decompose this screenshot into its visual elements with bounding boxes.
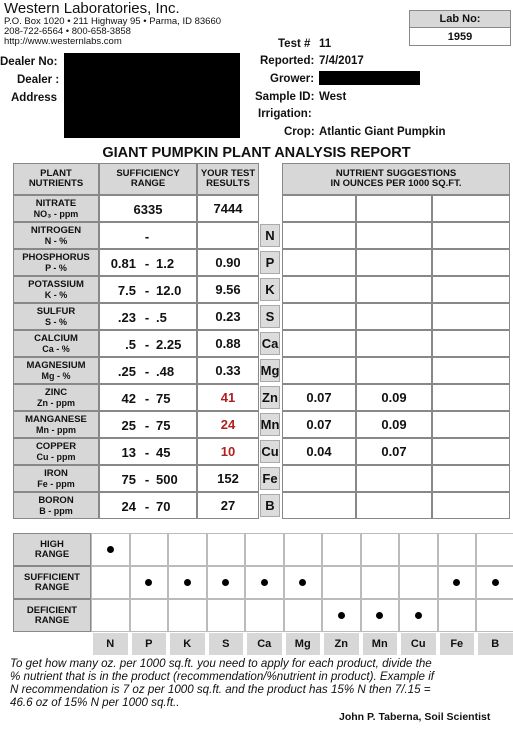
range-label-line: RANGE — [34, 548, 70, 560]
crop-value: Atlantic Giant Pumpkin — [319, 126, 446, 138]
you-applied-cell — [432, 438, 510, 465]
dealer-redaction — [64, 53, 240, 138]
range-high: 75 — [156, 391, 171, 406]
range-label-line: RANGE — [34, 614, 70, 626]
range-label-line: RANGE — [34, 581, 70, 593]
range-cell-sufficient-Mn — [361, 566, 400, 599]
nutrient-letter-Mn: Mn — [260, 413, 280, 436]
test-value: 11 — [319, 38, 332, 50]
you-applied-cell — [432, 195, 510, 222]
range-cell-high-B — [476, 533, 513, 566]
lab-phones: 208-722-6564 • 800-658-3858 — [4, 26, 131, 37]
range-dot — [184, 579, 191, 586]
nutrient-letter-Zn: Zn — [260, 386, 280, 409]
range-cell-deficient-S — [207, 599, 246, 632]
injection-cell — [356, 276, 432, 303]
grower-redaction — [319, 71, 420, 85]
range-column-label-Ca: Ca — [247, 633, 282, 655]
range-dash: - — [144, 229, 150, 244]
range-dot — [299, 579, 306, 586]
foliar-cell — [282, 492, 356, 519]
range-cell-sufficient-Mg — [284, 566, 323, 599]
range-high: 45 — [156, 445, 171, 460]
range-dot — [492, 579, 499, 586]
range-dash: - — [144, 364, 150, 379]
reported-value: 7/4/2017 — [319, 55, 364, 67]
range-dash: - — [144, 445, 150, 460]
range-column-label-N: N — [93, 633, 128, 655]
range-cell-high-P — [130, 533, 169, 566]
range-high: 500 — [156, 472, 178, 487]
range-dash: - — [144, 391, 150, 406]
test-label: Test # — [278, 38, 311, 50]
nutrient-unit: B - ppm — [39, 505, 73, 516]
range-cell-deficient-K — [168, 599, 207, 632]
nutrient-name: CALCIUM — [34, 332, 78, 344]
range-label-line: SUFFICIENT — [24, 571, 80, 583]
range-cell-deficient-Mg — [284, 599, 323, 632]
nutrient-name-cell — [13, 249, 99, 276]
lab-website: http://www.westernlabs.com — [4, 36, 122, 47]
header-sufficiency-range: SUFFICIENCY RANGE — [99, 163, 197, 195]
sufficiency-range-cell — [99, 303, 197, 330]
nutrient-name-cell — [13, 465, 99, 492]
range-dash: - — [144, 337, 150, 352]
range-dot — [145, 579, 152, 586]
nutrient-letter-K: K — [260, 278, 280, 301]
range-dot — [453, 579, 460, 586]
header-test-results: YOUR TEST RESULTS — [197, 163, 259, 195]
lab-name: Western Laboratories, Inc. — [4, 0, 180, 17]
range-dot — [222, 579, 229, 586]
sufficiency-range-cell — [99, 492, 197, 519]
range-high: 75 — [156, 418, 171, 433]
range-dot — [107, 546, 114, 553]
footer-line-1: To get how many oz. per 1000 sq.ft. you need to apply for each product, divide the — [10, 657, 432, 670]
lab-no-box — [409, 10, 511, 46]
nutrient-name-cell — [13, 411, 99, 438]
footer-line-4: 46.6 oz of 15% N per 1000 sq.ft.. — [10, 696, 180, 709]
nutrient-name-cell — [13, 492, 99, 519]
nutrient-name: SULFUR — [36, 305, 76, 317]
range-low: .23 — [117, 310, 136, 325]
range-cell-sufficient-Cu — [399, 566, 438, 599]
nutrient-name: NITRATE — [35, 197, 77, 209]
test-result-cell: 0.23 — [197, 303, 259, 330]
foliar-cell — [282, 330, 356, 357]
injection-cell — [356, 222, 432, 249]
sufficiency-range-cell — [99, 438, 197, 465]
nutrient-unit: Cu - ppm — [36, 451, 76, 462]
reported-label: Reported: — [260, 55, 315, 67]
nutrient-letter-P: P — [260, 251, 280, 274]
nutrient-unit: K - % — [44, 289, 68, 300]
foliar-cell — [282, 276, 356, 303]
nutrient-name-cell — [13, 438, 99, 465]
injection-cell — [356, 330, 432, 357]
range-low: 75 — [121, 472, 136, 487]
lab-no-label: Lab No: — [410, 11, 510, 28]
you-applied-cell — [432, 222, 510, 249]
nutrient-unit: Ca - % — [42, 343, 70, 354]
nutrient-name: POTASSIUM — [28, 278, 84, 290]
nutrient-name-cell — [13, 303, 99, 330]
range-column-label-K: K — [170, 633, 205, 655]
you-applied-cell — [432, 492, 510, 519]
range-cell-sufficient-K — [168, 566, 207, 599]
range-dot — [415, 612, 422, 619]
sample-value: West — [319, 91, 347, 103]
range-low: .5 — [125, 337, 136, 352]
nutrient-unit: Mn - ppm — [36, 424, 76, 435]
you-applied-cell — [432, 276, 510, 303]
you-applied-cell — [432, 465, 510, 492]
range-dot — [338, 612, 345, 619]
range-label-line: HIGH — [40, 538, 64, 550]
test-result-cell: 0.33 — [197, 357, 259, 384]
range-label-line: DEFICIENT — [26, 604, 78, 616]
nutrient-name: PHOSPHORUS — [22, 251, 90, 263]
test-result-cell: 0.90 — [197, 249, 259, 276]
test-result-cell: 24 — [197, 411, 259, 438]
nutrient-letter-Mg: Mg — [260, 359, 280, 382]
nutrient-name: COPPER — [35, 440, 77, 452]
injection-cell: 0.07 — [356, 438, 432, 465]
sufficiency-range-cell — [99, 330, 197, 357]
report-title: GIANT PUMPKIN PLANT ANALYSIS REPORT — [102, 145, 411, 161]
footer-line-2: % nutrient that is in the product (recommendation/%nutrient in product). Example if — [10, 670, 435, 683]
footer-line-3: N recommendation is 7 oz per 1000 sq.ft. and the product has 15% N then 7/.15 = — [10, 683, 431, 696]
nutrient-name: IRON — [44, 467, 68, 479]
range-cell-deficient-Fe — [438, 599, 477, 632]
nutrient-unit: S - % — [44, 316, 67, 327]
nutrient-name-cell — [13, 330, 99, 357]
header-plant-nutrients: PLANT NUTRIENTS — [13, 163, 99, 195]
range-cell-high-Fe — [438, 533, 477, 566]
nutrient-unit: N - % — [44, 235, 68, 246]
range-high: 70 — [156, 499, 171, 514]
test-result-cell: 152 — [197, 465, 259, 492]
nutrient-name-cell — [13, 357, 99, 384]
nutrient-unit: Mg - % — [41, 370, 71, 381]
range-cell-deficient-Ca — [245, 599, 284, 632]
nutrient-name: MANGANESE — [25, 413, 87, 425]
lab-address: P.O. Box 1020 • 211 Highway 95 • Parma, ID 83660 — [4, 16, 222, 27]
range-low: 13 — [121, 445, 136, 460]
range-column-label-Cu: Cu — [401, 633, 436, 655]
range-high: 12.0 — [156, 283, 182, 298]
range-high: 2.25 — [156, 337, 182, 352]
range-cell-sufficient-B — [476, 566, 513, 599]
range-cell-high-Zn — [322, 533, 361, 566]
range-column-label-Zn: Zn — [324, 633, 359, 655]
dealer-no-label: Dealer No: — [0, 56, 58, 68]
nutrient-letter-Cu: Cu — [260, 440, 280, 463]
footer-note — [10, 657, 510, 709]
crop-label: Crop: — [284, 126, 315, 138]
nutrient-unit: Zn - ppm — [37, 397, 75, 408]
nutrient-letter-B: B — [260, 494, 280, 517]
range-high: .5 — [156, 310, 167, 325]
injection-cell — [356, 357, 432, 384]
test-result-cell: 7444 — [197, 195, 259, 222]
nutrient-name: NITROGEN — [30, 224, 82, 236]
test-result-cell: 10 — [197, 438, 259, 465]
range-cell-sufficient-N — [91, 566, 130, 599]
range-cell-high-Ca — [245, 533, 284, 566]
range-low: 42 — [121, 391, 136, 406]
nutrient-name-cell — [13, 384, 99, 411]
sufficiency-range-cell — [99, 465, 197, 492]
sufficiency-range-cell — [99, 384, 197, 411]
irrigation-label: Irrigation: — [258, 108, 312, 120]
range-column-label-Mn: Mn — [363, 633, 398, 655]
injection-cell — [356, 249, 432, 276]
range-cell-high-Cu — [399, 533, 438, 566]
range-label-high — [13, 533, 91, 566]
range-cell-deficient-Zn — [322, 599, 361, 632]
nutrient-name-cell — [13, 195, 99, 222]
range-dash: - — [144, 418, 150, 433]
injection-cell: 0.09 — [356, 411, 432, 438]
range-cell-high-K — [168, 533, 207, 566]
nutrient-letter-N: N — [260, 224, 280, 247]
nutrient-letter-Ca: Ca — [260, 332, 280, 355]
nutrient-letter-Fe: Fe — [260, 467, 280, 490]
range-cell-sufficient-P — [130, 566, 169, 599]
range-cell-high-S — [207, 533, 246, 566]
sufficiency-range-cell — [99, 195, 197, 222]
you-applied-cell — [432, 330, 510, 357]
range-low: 24 — [121, 499, 136, 514]
you-applied-cell — [432, 357, 510, 384]
foliar-cell — [282, 357, 356, 384]
range-dash: - — [144, 310, 150, 325]
range-cell-deficient-N — [91, 599, 130, 632]
you-applied-cell — [432, 411, 510, 438]
range-label-sufficient — [13, 566, 91, 599]
dealer-label: Dealer : — [17, 74, 60, 86]
foliar-cell — [282, 249, 356, 276]
range-column-label-S: S — [209, 633, 244, 655]
nutrient-unit: NO₃ - ppm — [33, 208, 79, 219]
test-result-cell — [197, 222, 259, 249]
sufficiency-range-cell — [99, 276, 197, 303]
you-applied-cell — [432, 303, 510, 330]
sufficiency-range-cell — [99, 222, 197, 249]
range-label-deficient — [13, 599, 91, 632]
range-column-label-P: P — [132, 633, 167, 655]
header-nutrient-suggestions: NUTRIENT SUGGESTIONS IN OUNCES PER 1000 SQ.FT. — [282, 163, 510, 195]
nutrient-name-cell — [13, 276, 99, 303]
sample-label: Sample ID: — [255, 91, 315, 103]
foliar-cell — [282, 303, 356, 330]
test-result-cell: 9.56 — [197, 276, 259, 303]
range-cell-sufficient-Fe — [438, 566, 477, 599]
range-value: 6335 — [133, 202, 163, 217]
foliar-cell — [282, 465, 356, 492]
test-result-cell: 27 — [197, 492, 259, 519]
grower-label: Grower: — [270, 73, 315, 85]
you-applied-cell — [432, 384, 510, 411]
range-cell-sufficient-Ca — [245, 566, 284, 599]
range-cell-deficient-P — [130, 599, 169, 632]
foliar-cell: 0.04 — [282, 438, 356, 465]
range-cell-high-N — [91, 533, 130, 566]
sufficiency-range-cell — [99, 249, 197, 276]
lab-no-value: 1959 — [447, 31, 473, 43]
range-low: 25 — [121, 418, 136, 433]
range-cell-high-Mn — [361, 533, 400, 566]
sufficiency-range-cell — [99, 357, 197, 384]
sufficiency-range-cell — [99, 411, 197, 438]
range-column-label-B: B — [478, 633, 513, 655]
range-column-label-Mg: Mg — [286, 633, 321, 655]
foliar-cell: 0.07 — [282, 411, 356, 438]
you-applied-cell — [432, 249, 510, 276]
foliar-cell: 0.07 — [282, 384, 356, 411]
nutrient-name-cell — [13, 222, 99, 249]
injection-cell — [356, 303, 432, 330]
nutrient-name: ZINC — [44, 386, 68, 398]
nutrient-unit: P - % — [45, 262, 67, 273]
range-low: 7.5 — [117, 283, 136, 298]
range-high: 1.2 — [156, 256, 175, 271]
range-cell-deficient-Cu — [399, 599, 438, 632]
nutrient-unit: Fe - ppm — [37, 478, 75, 489]
range-low: .25 — [117, 364, 136, 379]
range-cell-deficient-B — [476, 599, 513, 632]
range-column-label-Fe: Fe — [440, 633, 475, 655]
range-cell-sufficient-S — [207, 566, 246, 599]
injection-cell — [356, 195, 432, 222]
range-dash: - — [144, 256, 150, 271]
test-result-cell: 41 — [197, 384, 259, 411]
nutrient-name: BORON — [38, 494, 74, 506]
address-label: Address — [11, 92, 58, 104]
range-cell-sufficient-Zn — [322, 566, 361, 599]
range-cell-deficient-Mn — [361, 599, 400, 632]
range-dash: - — [144, 499, 150, 514]
range-dash: - — [144, 472, 150, 487]
nutrient-letter-S: S — [260, 305, 280, 328]
foliar-cell — [282, 195, 356, 222]
range-high: .48 — [156, 364, 175, 379]
range-dot — [261, 579, 268, 586]
injection-cell — [356, 465, 432, 492]
range-low: 0.81 — [110, 256, 136, 271]
range-dash: - — [144, 283, 150, 298]
nutrient-name: MAGNESIUM — [26, 359, 86, 371]
foliar-cell — [282, 222, 356, 249]
injection-cell: 0.09 — [356, 384, 432, 411]
injection-cell — [356, 492, 432, 519]
range-cell-high-Mg — [284, 533, 323, 566]
test-result-cell: 0.88 — [197, 330, 259, 357]
range-dot — [376, 612, 383, 619]
signature: John P. Taberna, Soil Scientist — [339, 711, 491, 723]
